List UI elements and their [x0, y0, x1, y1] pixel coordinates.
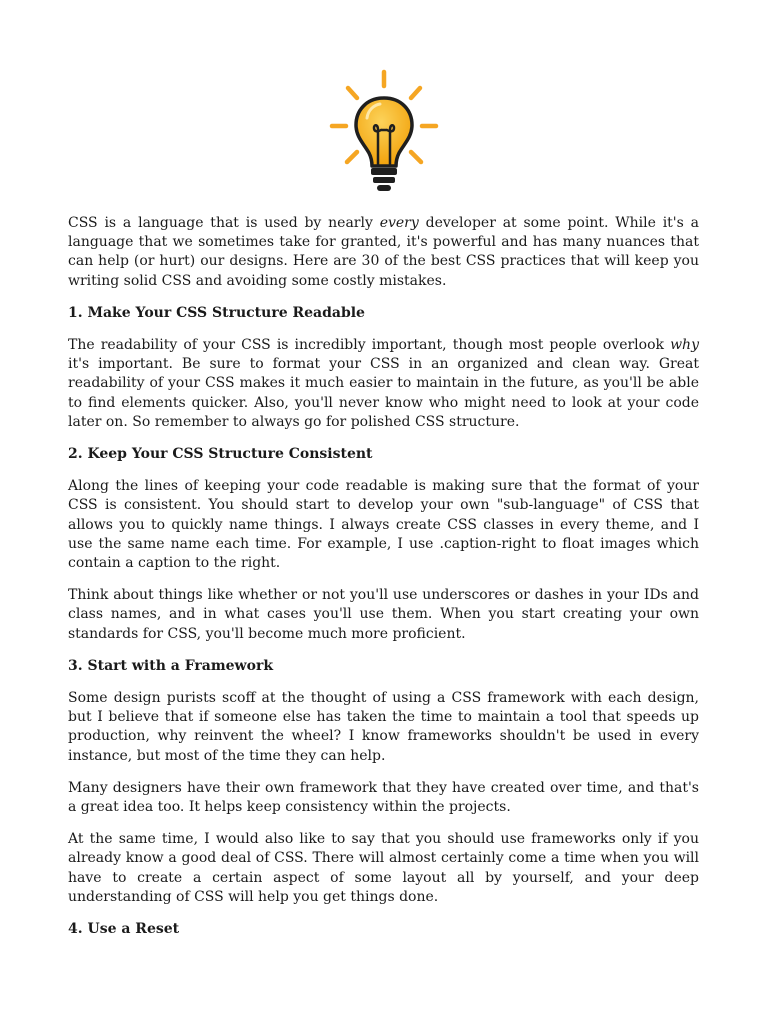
section-3-paragraph-1: Some design purists scoff at the thought of using a CSS framework with each design, but I believe that if someone else has taken the time to maintain a tool that speeds up production, why reinvent the wheel? I know frameworks shouldn't be used in every instance, but most of the time they can help.	[68, 690, 699, 764]
section-2-paragraph-2: Think about things like whether or not you'll use underscores or dashes in your IDs and class names, and in what cases you'll use them. When you start creating your own standards for CSS, you'll become much more proficient.	[68, 587, 699, 642]
section-1-heading: 1. Make Your CSS Structure Readable	[68, 304, 365, 321]
section-3-heading: 3. Start with a Framework	[68, 657, 274, 674]
section-4-heading: 4. Use a Reset	[68, 921, 180, 938]
section-1-paragraph: The readability of your CSS is incredibly important, though most people overlook why it's important. Be sure to format your CSS in an organized and clean way. Great readability of your CSS makes it much easier to maintain in the future, as you'll be able to find elements quicker. Also, you'll never know who might need to look at your code later on. So remember to always go for polished CSS structure.	[68, 337, 699, 430]
section-2-heading: 2. Keep Your CSS Structure Consistent	[68, 446, 373, 463]
header-logo	[68, 66, 699, 198]
lightbulb-icon	[329, 66, 439, 196]
section-3-paragraph-3: At the same time, I would also like to say that you should use frameworks only if you already know a good deal of CSS. There will almost certainly come a time when you will have to create a certain aspect of some layout all by yourself, and your deep understanding of CSS will help you get things done.	[68, 831, 699, 905]
section-2-paragraph-1: Along the lines of keeping your code readable is making sure that the format of your CSS is consistent. You should start to develop your own "sub-language" of CSS that allows you to quickly name things. I always create CSS classes in every theme, and I use the same name each time. For example, I use .caption-right to float images which contain a caption to the right.	[68, 478, 699, 572]
intro-paragraph: CSS is a language that is used by nearly every developer at some point. While it's a language that we sometimes take for granted, it's powerful and has many nuances that can help (or hurt) our designs. Here are 30 of the best CSS practices that will keep you writing solid CSS and avoiding some costly mistakes.	[68, 215, 699, 289]
article-page	[68, 66, 699, 952]
section-3-paragraph-2: Many designers have their own framework that they have created over time, and that's a great idea too. It helps keep consistency within the projects.	[68, 779, 699, 816]
